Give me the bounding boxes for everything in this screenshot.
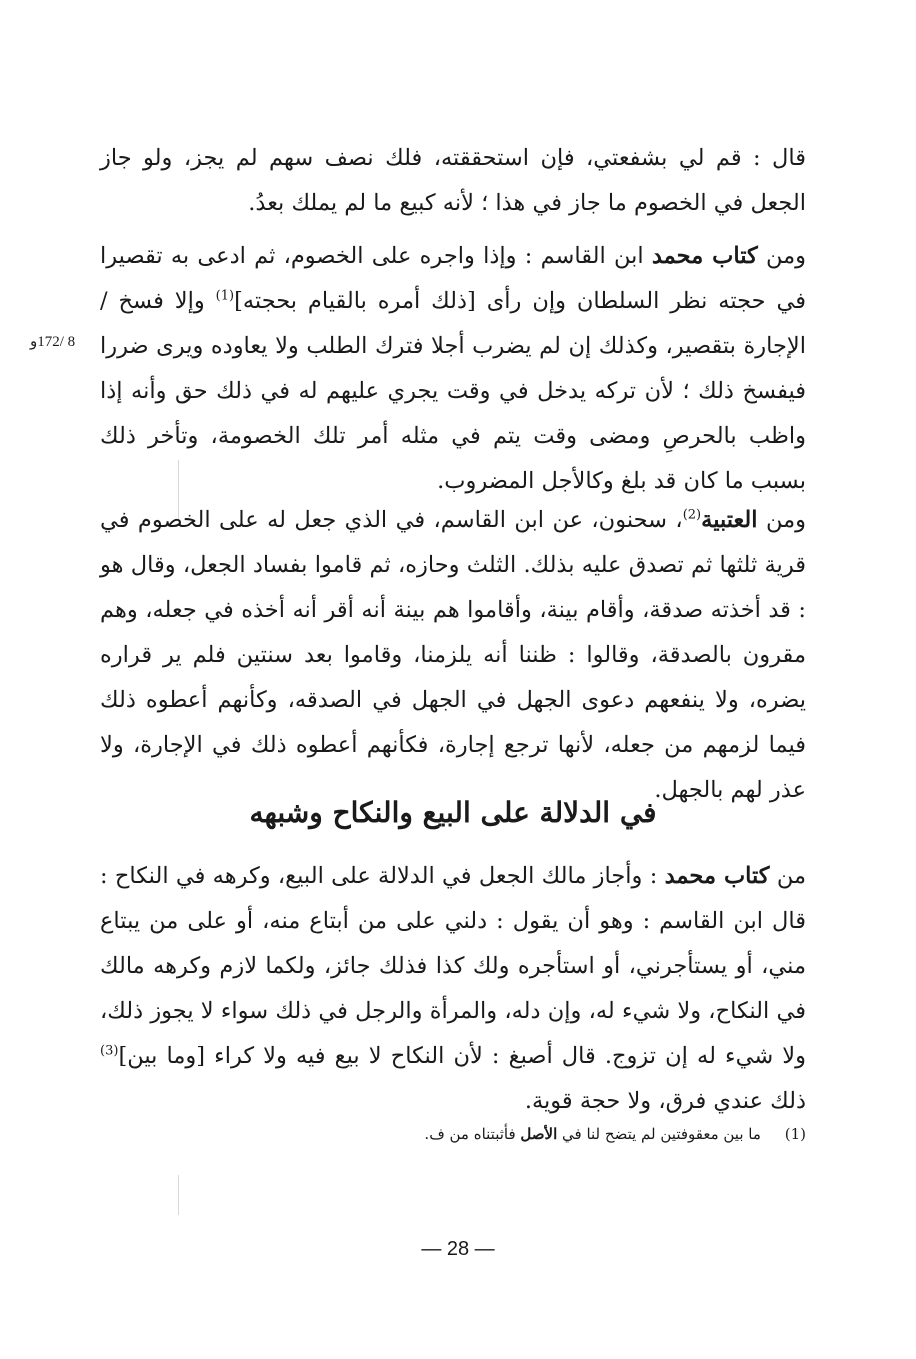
paragraph-4-source-title: كتاب محمد	[664, 863, 770, 889]
paragraph-2-body-a: ابن القاسم : وإذا واجره على الخصوم، ثم ادعى به تقصيرا في حجته نظر السلطان وإن رأى [ذلك أمره بالقيام بحجته]	[100, 243, 807, 314]
footnote-text-a: ما بين معقوفتين لم يتضح لنا في	[557, 1125, 761, 1143]
paragraph-2-source-title: كتاب محمد	[651, 243, 758, 269]
paragraph-4	[100, 854, 806, 1124]
paragraph-3-body: ، سحنون، عن ابن القاسم، في الذي جعل له على الخصوم في قرية ثلثها ثم تصدق عليه بذلك. الثلث وحازه، ثم قاموا بفساد الجعل، وقال هو : قد أخذته صدقة، وأقام بينة، وأقاموا هم بينة أنه أقر أنه أخذه في جعله، وهم مقرون بالصدقة، وقالوا : ظننا أنه يلزمنا، وقاموا بعد سنتين فلم ير قراره يضره، ولا ينفعهم دعوى الجهل في الجهل في الصدقه، وكأنهم أعطوه ذلك فيما لزمهم من جعله، لأنها ترجع إجارة، فكأنهم أعطوه ذلك في الإجارة، ولا عذر لهم بالجهل.	[100, 507, 806, 803]
manuscript-folio-note: 8 /172و	[30, 334, 76, 350]
footnote-ref-2[interactable]: (2)	[682, 507, 702, 523]
footnote-text-bold: الأصل	[520, 1125, 558, 1143]
page-number: — 28 —	[421, 1238, 495, 1260]
paragraph-3	[100, 498, 806, 813]
footnote-number: (1)	[784, 1125, 806, 1143]
paragraph-4-lead: من	[769, 863, 807, 889]
footnote-text-b: فأثبتناه من ف.	[424, 1125, 521, 1143]
footnote-ref-3[interactable]: (3)	[100, 1043, 119, 1059]
paragraph-2-body-b: وإلا فسخ / الإجارة بتقصير، وكذلك إن لم يضرب أجلا فترك الطلب ولا يعاوده ويرى ضررا فيفسخ ذلك ؛ لأن تركه يدخل في وقت يجري عليهم له في ذلك حق وأنه إذا واظب بالحرصِ ومضى وقت يتم في مثله أمر تلك الخصومة، وتأخر ذلك بسبب ما كان قد بلغ وكالأجل المضروب.	[100, 288, 806, 494]
paragraph-1	[100, 136, 806, 226]
paragraph-4-body-b: ذلك عندي فرق، ولا حجة قوية.	[524, 1088, 806, 1114]
paragraph-4-body-a: : وأجاز مالك الجعل في الدلالة على البيع، وكرهه في النكاح : قال ابن القاسم : وهو أن يقول : دلني على من أبتاع منه، أو على من يبتاع مني، أو يستأجرني، أو استأجره ولك كذا فذلك جائز، ولكما لازم وكرهه مالك في النكاح، ولا شيء له، وإن دله، والمرأة والرجل في ذلك سواء لا يجوز ذلك، ولا شيء له إن تزوج. قال أصبغ : لأن النكاح لا بيع فيه ولا كراء [وما بين]	[100, 863, 806, 1069]
paragraph-2-lead: ومن	[757, 243, 807, 269]
footnote-ref-1[interactable]: (1)	[215, 288, 235, 304]
paragraph-3-source-title: العتبية	[701, 507, 758, 533]
footnote	[300, 1120, 806, 1148]
paragraph-3-lead: ومن	[757, 507, 806, 533]
paragraph-2	[100, 234, 806, 504]
scan-artifact-line	[178, 1175, 179, 1215]
section-heading: في الدلالة على البيع والنكاح وشبهه	[249, 796, 657, 829]
paragraph-1-text: قال : قم لي بشفعتي، فإن استحققته، فلك نصف سهم لم يجز، ولو جاز الجعل في الخصوم ما جاز في هذا ؛ لأنه كبيع ما لم يملك بعدُ.	[100, 145, 806, 216]
